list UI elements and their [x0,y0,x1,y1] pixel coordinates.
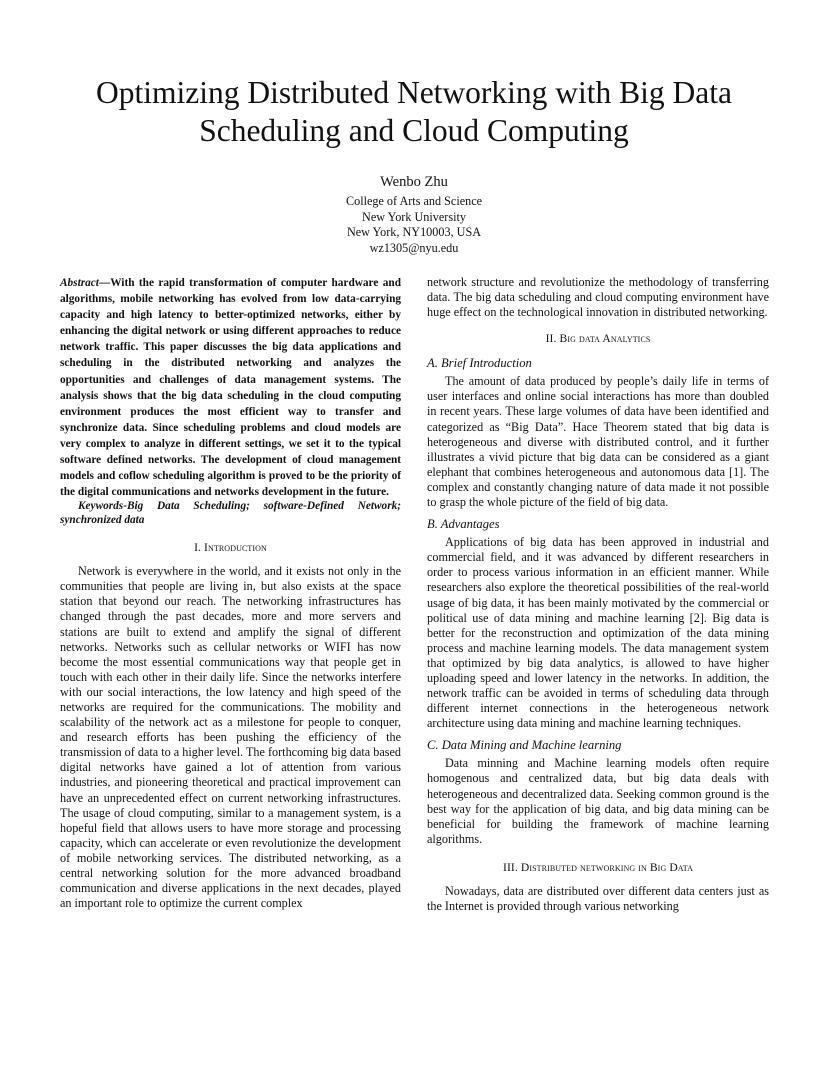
introduction-paragraph: Network is everywhere in the world, and it exists not only in the communities that people are living in, but also exists at the space station that beyond our reach. The networking infrastructures has changed through the past decades, more and more servers and stations are built to extend and amplify the signal of different networks. Networks such as cellular networks or WIFI has now become the most essential communications way that people get in touch with each other in their daily life. Since the networks interfere with our social interactions, the low latency and high speed of the networks are required for the communications. The mobility and scalability of the network act as a milestone for people to conquer, and research efforts has been pushing the efficiency of the transmission of data to a higher level. The forthcoming big data based digital networks have gained a lot of attention from various industries, and pioneering theoretical and practical improvement can have an unprecedented effect on current networking infrastructures. The usage of cloud computing, similar to a management system, is a hopeful field that allows users to have more storage and processing capacity, which can accelerate or even revolutionize the development of mobile networking services. The distributed networking, as a central networking solution for the more advanced broadband communication and diverse applications in the next decades, played an important role to optimize the current complex [60,564,401,911]
abstract-text: With the rapid transformation of computer hardware and algorithms, mobile networking has evolved from low data-carrying capacity and high latency to better-optimized networks, either by enhancing the digital network or using different approaches to reduce network traffic. This paper discusses the big data applications and scheduling in the distributed networking and analyzes the opportunities and challenges of data management systems. The analysis shows that the big data scheduling in the cloud computing environment produces the most efficient way to transfer and synchronize data. Since scheduling problems and cloud models are very complex to analyze in different settings, we set it to the typical software defined networks. The development of cloud management models and coflow scheduling algorithm is proved to be the priority of the digital communications and networks development in the future. [60,277,401,499]
title-line-2: Scheduling and Cloud Computing [199,113,629,148]
section-heading-distributed-networking: III. Distributed networking in Big Data [502,860,694,874]
distributed-networking-paragraph: Nowadays, data are distributed over different data centers just as the Internet is provided through various networking [427,883,769,913]
abstract [60,275,401,500]
section-heading-big-data-analytics: II. Big data Analytics [545,332,651,346]
affiliation-university: New York University [362,209,466,224]
title-line-1: Optimizing Distributed Networking with Big Data [95,75,733,110]
advantages-paragraph: Applications of big data has been approved in industrial and commercial field, and it was advanced by different researchers in order to process various information in an efficient manner. While researchers also explore the theoretical possibilities of the real-world usage of big data, it has been mainly motivated by the commercial or political use of data mining and machine learning [2]. Big data is better for the reconstruction and optimization of the data mining process and machine learning models. The data management system that optimized by big data analytics, is allowed to have higher uploading speed and lower latency in the networks. In addition, the network traffic can be avoided in terms of scheduling data through different internet connections in the heterogeneous network architecture using data mining and machine learning techniques. [427,535,769,731]
affiliation-address: New York, NY10003, USA [346,225,482,239]
author-email: wz1305@nyu.edu [369,240,459,255]
subsection-heading-data-mining: C. Data Mining and Machine learning [427,738,622,753]
subsection-heading-brief-introduction: A. Brief Introduction [427,356,532,371]
keywords: Keywords-Big Data Scheduling; software-Defined Network; synchronized data [60,500,401,526]
brief-introduction-paragraph: The amount of data produced by people’s daily life in terms of user interfaces and online social interactions has more than doubled in recent years. These large volumes of data have been identified and categorized as “Big Data”. Hace Theorem stated that big data is heterogeneous and diverse with distributed control, and it further illustrates a vivid picture that big data can be considered as a giant elephant that combines heterogeneous and autonomous data [1]. The complex and constantly changing nature of data made it not possible to grasp the whole picture of the field of big data. [427,374,769,510]
paper-title [60,74,768,150]
left-column [60,275,401,911]
abstract-dash: — [98,277,111,289]
author-block [214,172,614,256]
data-mining-paragraph: Data minning and Machine learning models often require homogenous and centralized data, but big data deals with heterogeneous and decentralized data. Seeking common ground is the best way for the application of big data, and big data mining can be beneficial for building the framework of machine learning algorithms. [427,756,769,846]
affiliation-college: College of Arts and Science [345,194,483,208]
author-name: Wenbo Zhu [380,174,448,190]
right-column [427,275,769,914]
subsection-heading-advantages: B. Advantages [427,517,500,532]
section-heading-introduction: I. Introduction [194,541,267,555]
introduction-continuation: network structure and revolutionize the methodology of transferring data. The big data scheduling and cloud computing environment have huge effect on the technological innovation in distributed networking. [427,275,769,320]
abstract-label: Abstract [60,277,99,289]
